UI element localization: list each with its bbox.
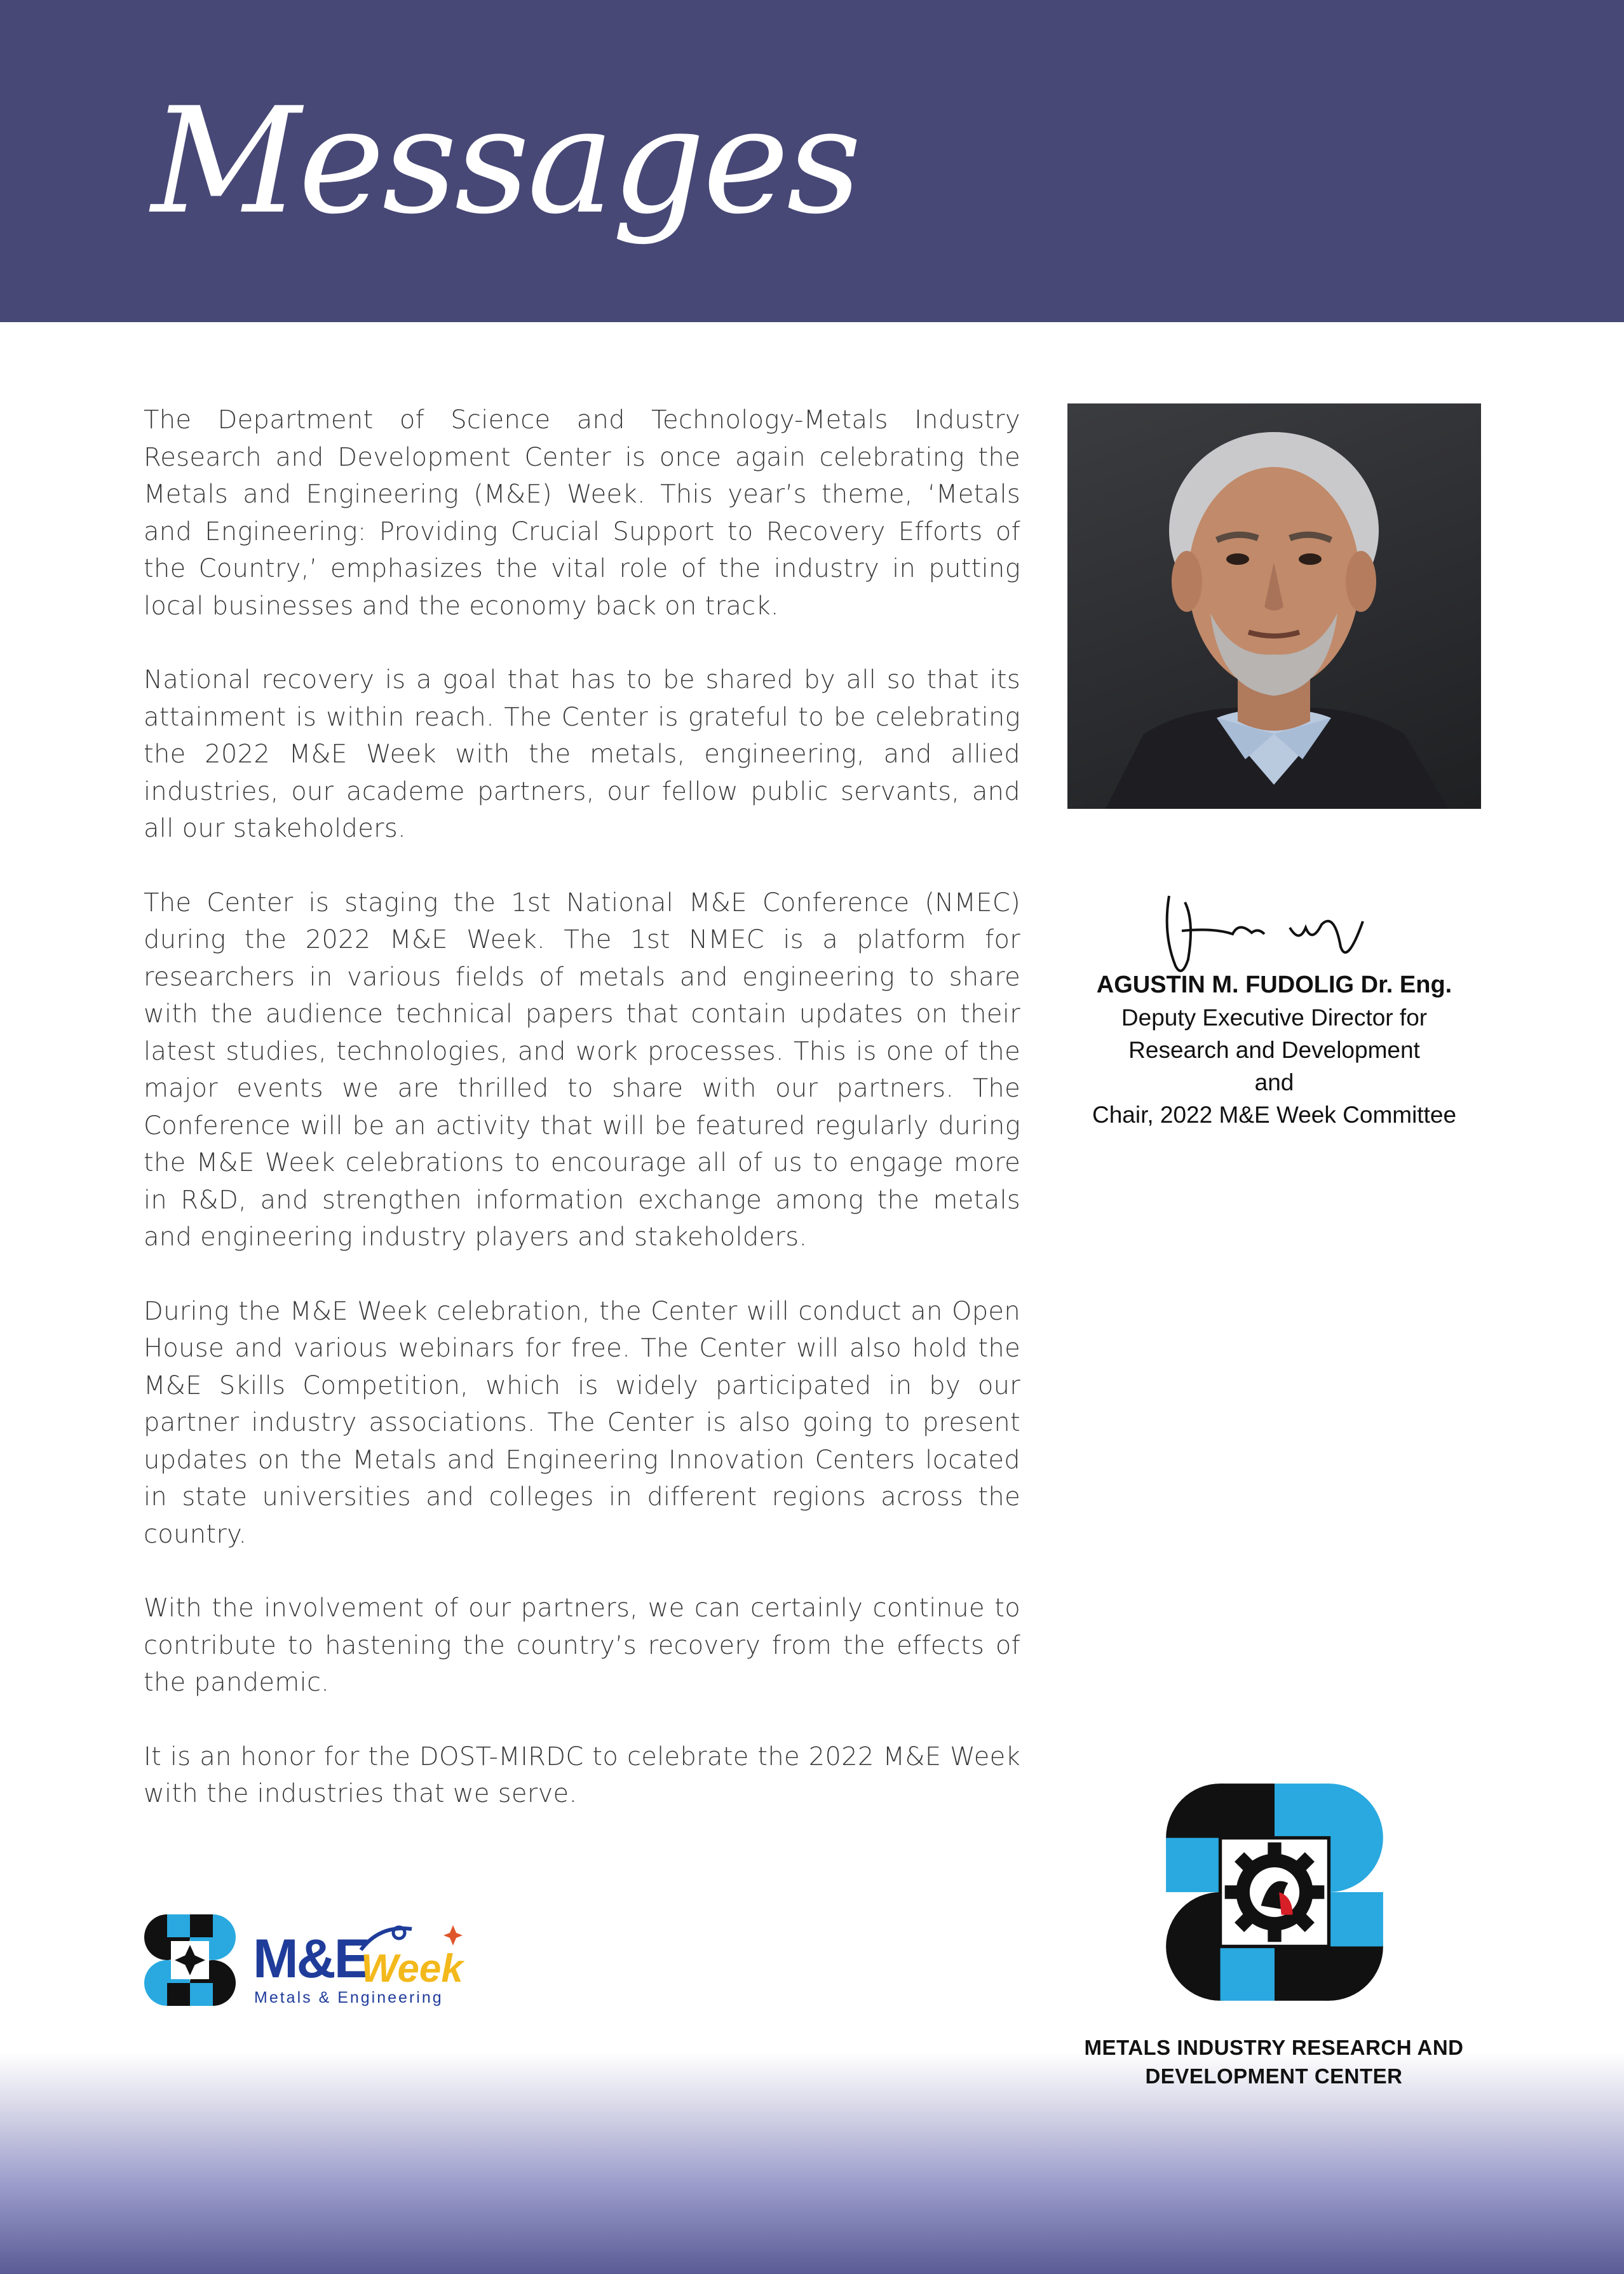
signatory-title-line-3: and xyxy=(1254,1069,1294,1095)
paragraph-5: With the involvement of our partners, we can certainly continue to contribute to hastening the country’s recovery from the effects of the pandemic. xyxy=(144,1594,1020,1697)
paragraph-2: National recovery is a goal that has to be shared by all so that its attainment is within reach. The Center is grateful to be celebrating the 2022 M&E Week with the metals, engineering, and allied industries, our academe partners, our fellow public servants, and all our stakeholders. xyxy=(144,665,1020,843)
signatory-name: AGUSTIN M. FUDOLIG Dr. Eng. xyxy=(1096,971,1452,998)
me-week-word: Week xyxy=(361,1947,463,1991)
organization-name-line-2: DEVELOPMENT CENTER xyxy=(1145,2064,1403,2088)
signatory-title-line-2: Research and Development xyxy=(1128,1037,1420,1063)
me-week-title: M&E xyxy=(253,1928,369,1989)
paragraph-6: It is an honor for the DOST-MIRDC to celebrate the 2022 M&E Week with the industries that we serve. xyxy=(144,1742,1020,1808)
dost-logo-small-icon xyxy=(142,1912,238,2008)
message-body xyxy=(144,402,1020,1850)
me-week-logo xyxy=(253,1930,475,2010)
paragraph-4: During the M&E Week celebration, the Center will conduct an Open House and various webinars for free. The Center will also hold the M&E Skills Competition, which is widely participated in by our partner industry associations. The Center is also going to present updates on the Metals and Engineering Innovation Centers located in state universities and colleges in different regions across the country. xyxy=(144,1296,1020,1549)
page-title: Messages xyxy=(151,77,860,247)
paragraph-1: The Department of Science and Technology-Metals Industry Research and Development Center is once again celebrating the Metals and Engineering (M&E) Week. This year’s theme, ‘Metals and Engineering: Providing Crucial Support to Recovery Efforts of the Country,’ emphasizes the vital role of the industry in putting local businesses and the economy back on track. xyxy=(144,405,1020,621)
header-band xyxy=(0,0,1624,322)
organization-name-line-1: METALS INDUSTRY RESEARCH AND xyxy=(1084,2036,1464,2059)
paragraph-3: The Center is staging the 1st National M&E Conference (NMEC) during the 2022 M&E Week. The 1st NMEC is a platform for researchers in various fields of metals and engineering to share with the audience technical papers that contain updates on their latest studies, technologies, and work processes. This is one of the major events we are thrilled to share with our partners. The Conference will be an activity that will be featured regularly during the M&E Week celebrations to encourage all of us to engage more in R&D, and strengthen information exchange among the metals and engineering industry players and stakeholders. xyxy=(144,888,1020,1252)
signatory-title-line-4: Chair, 2022 M&E Week Committee xyxy=(1092,1102,1457,1128)
portrait-photo xyxy=(1067,403,1481,809)
portrait-illustration xyxy=(1067,403,1481,809)
signatory-block xyxy=(1067,969,1481,1131)
me-week-tagline: Metals & Engineering xyxy=(254,1989,443,2007)
organization-name xyxy=(1042,2033,1506,2090)
signatory-title-line-1: Deputy Executive Director for xyxy=(1121,1005,1428,1031)
mirdc-logo-icon xyxy=(1161,1779,1388,2005)
